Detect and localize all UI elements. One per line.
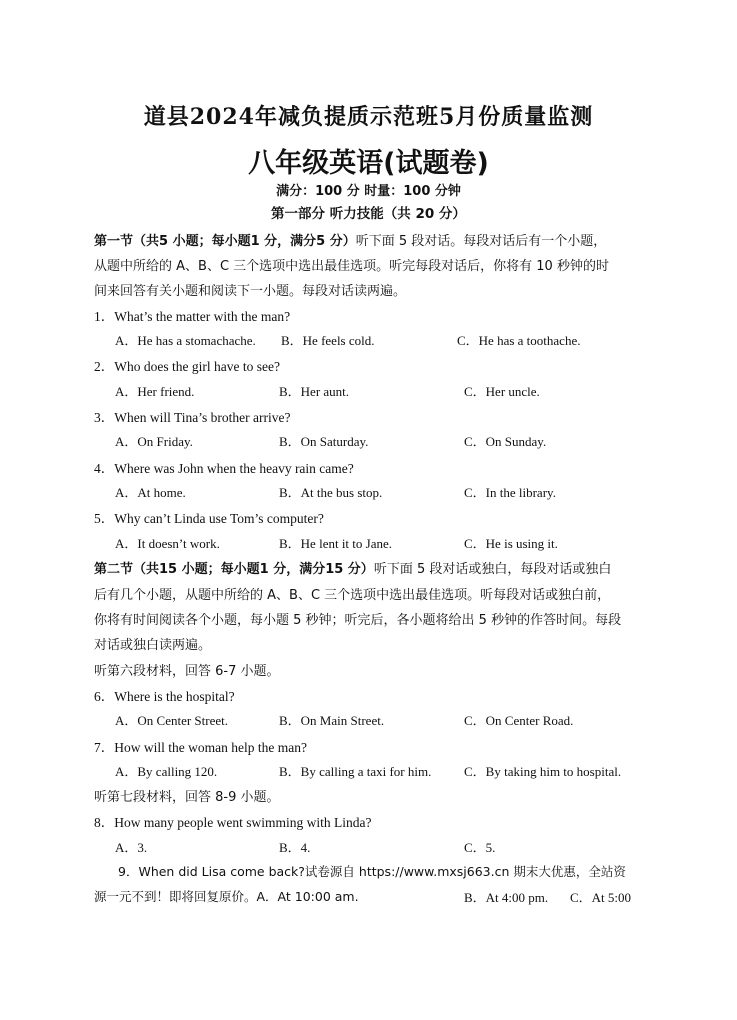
q3-option-c: C．On Sunday. — [464, 434, 547, 449]
section2-intro-line4: 对话或独白读两遍。 — [94, 638, 212, 653]
q5-option-b: B．He lent it to Jane. — [279, 536, 393, 551]
section2-intro-line1 — [94, 558, 611, 577]
question-4: 4．Where was John when the heavy rain came? — [94, 461, 354, 476]
q6-option-b: B．On Main Street. — [279, 713, 385, 728]
q3-option-a: A．On Friday. — [115, 434, 193, 449]
q9-option-c: C．At 5:00 — [570, 890, 632, 905]
section1-intro-line3: 间来回答有关小题和阅读下一小题。每段对话读两遍。 — [94, 284, 407, 299]
question-3: 3．When will Tina’s brother arrive? — [94, 410, 291, 425]
q8-option-a: A．3. — [115, 840, 148, 855]
q1-option-b: B．He feels cold. — [281, 333, 375, 348]
question-2: 2．Who does the girl have to see? — [94, 359, 280, 374]
q6-option-a: A．On Center Street. — [115, 713, 229, 728]
question-5: 5．Why can’t Linda use Tom’s computer? — [94, 511, 324, 526]
q7-option-c: C．By taking him to hospital. — [464, 764, 622, 779]
question-9: 9．When did Lisa come back?试卷源自 https://www.mxsj663.cn 期末大优惠，全站资 — [118, 864, 626, 879]
exam-subtitle: 八年级英语(试题卷) — [248, 148, 489, 179]
section1-intro-line2: 从题中所给的 A、B、C 三个选项中选出最佳选项。听完每段对话后，你将有 10 秒钟的时 — [94, 259, 609, 274]
q8-option-b: B．4. — [279, 840, 311, 855]
question-8: 8．How many people went swimming with Linda? — [94, 815, 372, 830]
section1-intro-line1 — [94, 230, 606, 249]
q4-option-c: C．In the library. — [464, 485, 556, 500]
section1-heading: 第一节（共5 小题；每小题1 分，满分5 分） — [94, 234, 356, 249]
q5-option-c: C．He is using it. — [464, 536, 558, 551]
q7-option-a: A．By calling 120. — [115, 764, 218, 779]
exam-title: 道县2024年减负提质示范班5月份质量监测 — [143, 104, 594, 130]
q1-option-c: C．He has a toothache. — [457, 333, 581, 348]
score-time-info: 满分：100 分 时量：100 分钟 — [276, 184, 461, 199]
q1-option-a: A．He has a stomachache. — [115, 333, 256, 348]
q9-option-b: B．At 4:00 pm. — [464, 890, 549, 905]
question-7: 7．How will the woman help the man? — [94, 740, 307, 755]
section2-heading: 第二节（共15 小题；每小题1 分，满分15 分） — [94, 562, 374, 577]
q2-option-c: C．Her uncle. — [464, 384, 540, 399]
q2-option-b: B．Her aunt. — [279, 384, 350, 399]
q4-option-a: A．At home. — [115, 485, 186, 500]
q8-option-c: C．5. — [464, 840, 496, 855]
question-6: 6．Where is the hospital? — [94, 689, 235, 704]
q2-option-a: A．Her friend. — [115, 384, 195, 399]
section1-intro-text: 听下面 5 段对话。每段对话后有一个小题， — [355, 234, 607, 249]
part-one-heading: 第一部分 听力技能（共 20 分） — [271, 206, 466, 222]
q6-option-c: C．On Center Road. — [464, 713, 574, 728]
q7-option-b: B．By calling a taxi for him. — [279, 764, 432, 779]
section2-intro-line2: 后有几个小题，从题中所给的 A、B、C 三个选项中选出最佳选项。听每段对话或独白前， — [94, 588, 611, 603]
section2-intro-text: 听下面 5 段对话或独白，每段对话或独白 — [373, 562, 612, 577]
q5-option-a: A．It doesn’t work. — [115, 536, 220, 551]
question-1: 1．What’s the matter with the man? — [94, 309, 291, 324]
section2-intro-line3: 你将有时间阅读各个小题，每小题 5 秒钟；听完后，各小题将给出 5 秒钟的作答时间。每段 — [94, 613, 622, 628]
material-6-note: 听第六段材料，回答 6-7 小题。 — [94, 664, 280, 679]
material-7-note: 听第七段材料，回答 8-9 小题。 — [94, 790, 280, 805]
q4-option-b: B．At the bus stop. — [279, 485, 383, 500]
question-9-continued: 源一元不到！即将回复原价。A．At 10:00 am. — [94, 889, 359, 904]
q3-option-b: B．On Saturday. — [279, 434, 369, 449]
